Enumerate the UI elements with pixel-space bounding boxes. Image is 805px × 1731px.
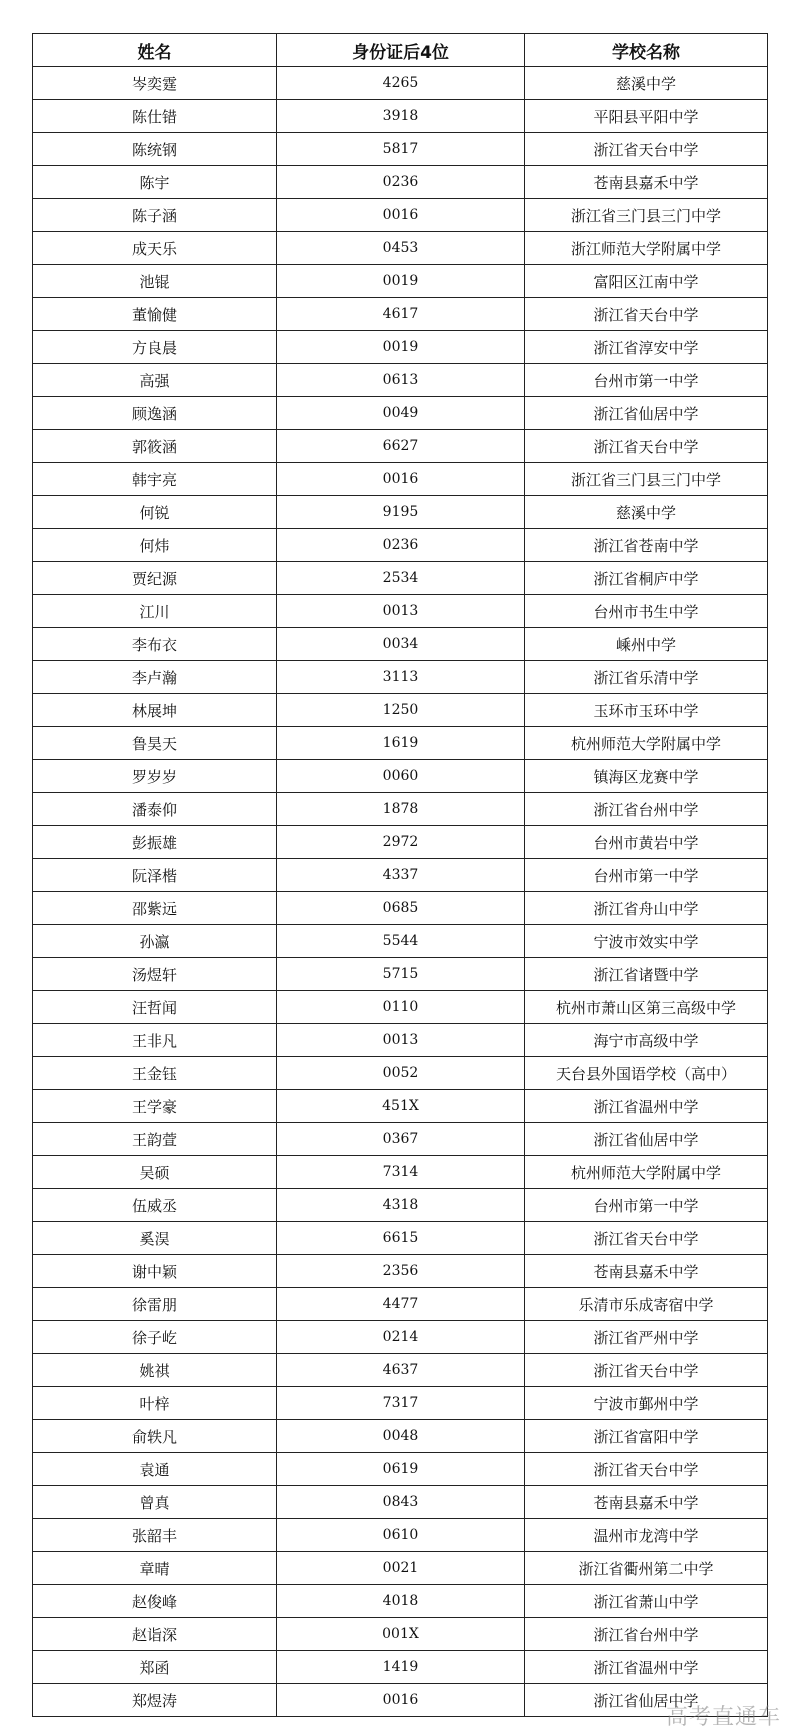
table-row xyxy=(33,199,768,232)
cell-id-last4: 3918 xyxy=(277,100,525,133)
table-row xyxy=(33,1288,768,1321)
cell-name: 李布衣 xyxy=(33,628,277,661)
table-row xyxy=(33,826,768,859)
cell-name: 王金钰 xyxy=(33,1057,277,1090)
table-row xyxy=(33,1552,768,1585)
cell-school: 台州市第一中学 xyxy=(525,859,768,892)
cell-school: 浙江省严州中学 xyxy=(525,1321,768,1354)
cell-id-last4: 1619 xyxy=(277,727,525,760)
table-row xyxy=(33,1486,768,1519)
table-row xyxy=(33,100,768,133)
cell-name: 伍威丞 xyxy=(33,1189,277,1222)
table-row xyxy=(33,727,768,760)
cell-id-last4: 0049 xyxy=(277,397,525,430)
cell-name: 顾逸涵 xyxy=(33,397,277,430)
table-row xyxy=(33,1453,768,1486)
table-body xyxy=(33,67,768,1717)
cell-id-last4: 4617 xyxy=(277,298,525,331)
cell-name: 郑函 xyxy=(33,1651,277,1684)
cell-school: 浙江省仙居中学 xyxy=(525,397,768,430)
cell-name: 汪哲闻 xyxy=(33,991,277,1024)
cell-name: 汤煜轩 xyxy=(33,958,277,991)
cell-id-last4: 0685 xyxy=(277,892,525,925)
cell-id-last4: 4637 xyxy=(277,1354,525,1387)
cell-name: 岑奕霆 xyxy=(33,67,277,100)
table-row xyxy=(33,496,768,529)
cell-id-last4: 0013 xyxy=(277,595,525,628)
cell-id-last4: 1250 xyxy=(277,694,525,727)
cell-name: 章晴 xyxy=(33,1552,277,1585)
table-row xyxy=(33,298,768,331)
cell-id-last4: 4477 xyxy=(277,1288,525,1321)
cell-school: 苍南县嘉禾中学 xyxy=(525,1255,768,1288)
cell-school: 浙江师范大学附属中学 xyxy=(525,232,768,265)
table-row xyxy=(33,1684,768,1717)
cell-name: 徐雷朋 xyxy=(33,1288,277,1321)
cell-school: 玉环市玉环中学 xyxy=(525,694,768,727)
header-name: 姓名 xyxy=(33,34,277,67)
cell-id-last4: 0236 xyxy=(277,529,525,562)
table-row xyxy=(33,1189,768,1222)
cell-id-last4: 0019 xyxy=(277,265,525,298)
cell-id-last4: 0013 xyxy=(277,1024,525,1057)
cell-id-last4: 7317 xyxy=(277,1387,525,1420)
cell-name: 郭筱涵 xyxy=(33,430,277,463)
cell-id-last4: 0019 xyxy=(277,331,525,364)
table-row xyxy=(33,1420,768,1453)
cell-id-last4: 4018 xyxy=(277,1585,525,1618)
cell-name: 贾纪源 xyxy=(33,562,277,595)
cell-school: 富阳区江南中学 xyxy=(525,265,768,298)
cell-school: 台州市第一中学 xyxy=(525,364,768,397)
cell-id-last4: 6615 xyxy=(277,1222,525,1255)
cell-id-last4: 4265 xyxy=(277,67,525,100)
cell-id-last4: 0453 xyxy=(277,232,525,265)
cell-school: 浙江省苍南中学 xyxy=(525,529,768,562)
cell-school: 台州市黄岩中学 xyxy=(525,826,768,859)
cell-school: 浙江省天台中学 xyxy=(525,430,768,463)
cell-id-last4: 0236 xyxy=(277,166,525,199)
cell-name: 王学豪 xyxy=(33,1090,277,1123)
cell-name: 俞轶凡 xyxy=(33,1420,277,1453)
header-row xyxy=(33,34,768,67)
table-row xyxy=(33,1387,768,1420)
cell-name: 何炜 xyxy=(33,529,277,562)
cell-school: 浙江省天台中学 xyxy=(525,133,768,166)
cell-school: 镇海区龙赛中学 xyxy=(525,760,768,793)
cell-name: 姚祺 xyxy=(33,1354,277,1387)
cell-school: 杭州市萧山区第三高级中学 xyxy=(525,991,768,1024)
table-header xyxy=(33,34,768,67)
cell-name: 吴硕 xyxy=(33,1156,277,1189)
cell-id-last4: 0048 xyxy=(277,1420,525,1453)
cell-name: 赵诣深 xyxy=(33,1618,277,1651)
cell-name: 陈仕错 xyxy=(33,100,277,133)
cell-name: 叶梓 xyxy=(33,1387,277,1420)
cell-name: 王非凡 xyxy=(33,1024,277,1057)
cell-id-last4: 0060 xyxy=(277,760,525,793)
cell-school: 浙江省舟山中学 xyxy=(525,892,768,925)
cell-school: 乐清市乐成寄宿中学 xyxy=(525,1288,768,1321)
cell-id-last4: 5544 xyxy=(277,925,525,958)
cell-name: 成天乐 xyxy=(33,232,277,265)
cell-name: 徐子屹 xyxy=(33,1321,277,1354)
cell-id-last4: 451X xyxy=(277,1090,525,1123)
table-row xyxy=(33,1651,768,1684)
cell-id-last4: 0021 xyxy=(277,1552,525,1585)
table-row xyxy=(33,1618,768,1651)
cell-school: 浙江省淳安中学 xyxy=(525,331,768,364)
cell-school: 宁波市鄞州中学 xyxy=(525,1387,768,1420)
cell-id-last4: 4337 xyxy=(277,859,525,892)
table-row xyxy=(33,331,768,364)
cell-name: 张韶丰 xyxy=(33,1519,277,1552)
cell-id-last4: 3113 xyxy=(277,661,525,694)
cell-name: 罗岁岁 xyxy=(33,760,277,793)
cell-school: 海宁市高级中学 xyxy=(525,1024,768,1057)
cell-school: 浙江省三门县三门中学 xyxy=(525,463,768,496)
cell-school: 天台县外国语学校（高中） xyxy=(525,1057,768,1090)
table-row xyxy=(33,562,768,595)
table-row xyxy=(33,1519,768,1552)
cell-name: 韩宇亮 xyxy=(33,463,277,496)
cell-name: 彭振雄 xyxy=(33,826,277,859)
table-row xyxy=(33,991,768,1024)
cell-name: 孙瀛 xyxy=(33,925,277,958)
cell-id-last4: 4318 xyxy=(277,1189,525,1222)
table-row xyxy=(33,397,768,430)
student-roster-table xyxy=(32,33,768,1717)
cell-id-last4: 0016 xyxy=(277,463,525,496)
cell-school: 浙江省三门县三门中学 xyxy=(525,199,768,232)
cell-school: 浙江省天台中学 xyxy=(525,1222,768,1255)
table-row xyxy=(33,694,768,727)
cell-school: 浙江省仙居中学 xyxy=(525,1684,768,1717)
cell-id-last4: 0016 xyxy=(277,1684,525,1717)
cell-school: 浙江省天台中学 xyxy=(525,1453,768,1486)
table-row xyxy=(33,760,768,793)
table-row xyxy=(33,232,768,265)
cell-school: 浙江省天台中学 xyxy=(525,1354,768,1387)
cell-school: 浙江省天台中学 xyxy=(525,298,768,331)
table-row xyxy=(33,958,768,991)
table-row xyxy=(33,463,768,496)
cell-school: 温州市龙湾中学 xyxy=(525,1519,768,1552)
table-row xyxy=(33,859,768,892)
table-row xyxy=(33,1024,768,1057)
table-row xyxy=(33,1222,768,1255)
table-row xyxy=(33,133,768,166)
cell-school: 苍南县嘉禾中学 xyxy=(525,1486,768,1519)
cell-name: 陈子涵 xyxy=(33,199,277,232)
cell-id-last4: 9195 xyxy=(277,496,525,529)
cell-name: 江川 xyxy=(33,595,277,628)
cell-id-last4: 6627 xyxy=(277,430,525,463)
cell-id-last4: 7314 xyxy=(277,1156,525,1189)
cell-name: 谢中颖 xyxy=(33,1255,277,1288)
table-row xyxy=(33,925,768,958)
cell-id-last4: 0110 xyxy=(277,991,525,1024)
cell-id-last4: 2534 xyxy=(277,562,525,595)
cell-id-last4: 0619 xyxy=(277,1453,525,1486)
table-row xyxy=(33,1585,768,1618)
table-row xyxy=(33,529,768,562)
cell-school: 浙江省诸暨中学 xyxy=(525,958,768,991)
cell-id-last4: 5715 xyxy=(277,958,525,991)
cell-name: 何锐 xyxy=(33,496,277,529)
cell-name: 赵俊峰 xyxy=(33,1585,277,1618)
cell-school: 浙江省台州中学 xyxy=(525,793,768,826)
cell-name: 潘泰仰 xyxy=(33,793,277,826)
table-row xyxy=(33,628,768,661)
header-school: 学校名称 xyxy=(525,34,768,67)
table-row xyxy=(33,1090,768,1123)
cell-school: 宁波市效实中学 xyxy=(525,925,768,958)
cell-name: 郑煜涛 xyxy=(33,1684,277,1717)
table-row xyxy=(33,1354,768,1387)
cell-id-last4: 0034 xyxy=(277,628,525,661)
cell-school: 慈溪中学 xyxy=(525,496,768,529)
table-row xyxy=(33,364,768,397)
cell-name: 陈宇 xyxy=(33,166,277,199)
cell-id-last4: 0843 xyxy=(277,1486,525,1519)
cell-name: 邵紫远 xyxy=(33,892,277,925)
cell-school: 浙江省桐庐中学 xyxy=(525,562,768,595)
cell-name: 袁通 xyxy=(33,1453,277,1486)
header-id-last4: 身份证后4位 xyxy=(277,34,525,67)
cell-school: 浙江省温州中学 xyxy=(525,1651,768,1684)
table-row xyxy=(33,1123,768,1156)
cell-id-last4: 1419 xyxy=(277,1651,525,1684)
table-row xyxy=(33,430,768,463)
cell-school: 苍南县嘉禾中学 xyxy=(525,166,768,199)
cell-school: 浙江省仙居中学 xyxy=(525,1123,768,1156)
cell-name: 董愉健 xyxy=(33,298,277,331)
table-row xyxy=(33,265,768,298)
cell-school: 浙江省富阳中学 xyxy=(525,1420,768,1453)
cell-id-last4: 0610 xyxy=(277,1519,525,1552)
table-row xyxy=(33,1255,768,1288)
cell-school: 浙江省温州中学 xyxy=(525,1090,768,1123)
cell-school: 嵊州中学 xyxy=(525,628,768,661)
cell-school: 慈溪中学 xyxy=(525,67,768,100)
cell-name: 阮泽楷 xyxy=(33,859,277,892)
cell-name: 方良晨 xyxy=(33,331,277,364)
cell-name: 高强 xyxy=(33,364,277,397)
cell-id-last4: 0613 xyxy=(277,364,525,397)
cell-id-last4: 0214 xyxy=(277,1321,525,1354)
cell-name: 鲁昊天 xyxy=(33,727,277,760)
cell-name: 池锟 xyxy=(33,265,277,298)
cell-school: 杭州师范大学附属中学 xyxy=(525,727,768,760)
cell-school: 浙江省衢州第二中学 xyxy=(525,1552,768,1585)
cell-id-last4: 0367 xyxy=(277,1123,525,1156)
table-row xyxy=(33,1057,768,1090)
cell-name: 李卢瀚 xyxy=(33,661,277,694)
cell-school: 台州市书生中学 xyxy=(525,595,768,628)
cell-id-last4: 2972 xyxy=(277,826,525,859)
cell-id-last4: 5817 xyxy=(277,133,525,166)
cell-id-last4: 0016 xyxy=(277,199,525,232)
table-row xyxy=(33,1156,768,1189)
table-row xyxy=(33,1321,768,1354)
cell-name: 林展坤 xyxy=(33,694,277,727)
table-row xyxy=(33,595,768,628)
cell-id-last4: 1878 xyxy=(277,793,525,826)
table-row xyxy=(33,793,768,826)
cell-name: 奚淏 xyxy=(33,1222,277,1255)
cell-name: 曾真 xyxy=(33,1486,277,1519)
cell-id-last4: 2356 xyxy=(277,1255,525,1288)
cell-school: 浙江省乐清中学 xyxy=(525,661,768,694)
cell-school: 台州市第一中学 xyxy=(525,1189,768,1222)
cell-id-last4: 0052 xyxy=(277,1057,525,1090)
watermark-text: 高考直通车 xyxy=(665,1705,781,1730)
cell-school: 浙江省萧山中学 xyxy=(525,1585,768,1618)
cell-name: 陈统钢 xyxy=(33,133,277,166)
table-row xyxy=(33,67,768,100)
table-row xyxy=(33,661,768,694)
cell-school: 浙江省台州中学 xyxy=(525,1618,768,1651)
table-row xyxy=(33,166,768,199)
cell-school: 杭州师范大学附属中学 xyxy=(525,1156,768,1189)
cell-school: 平阳县平阳中学 xyxy=(525,100,768,133)
cell-id-last4: 001X xyxy=(277,1618,525,1651)
table-row xyxy=(33,892,768,925)
cell-name: 王韵萱 xyxy=(33,1123,277,1156)
